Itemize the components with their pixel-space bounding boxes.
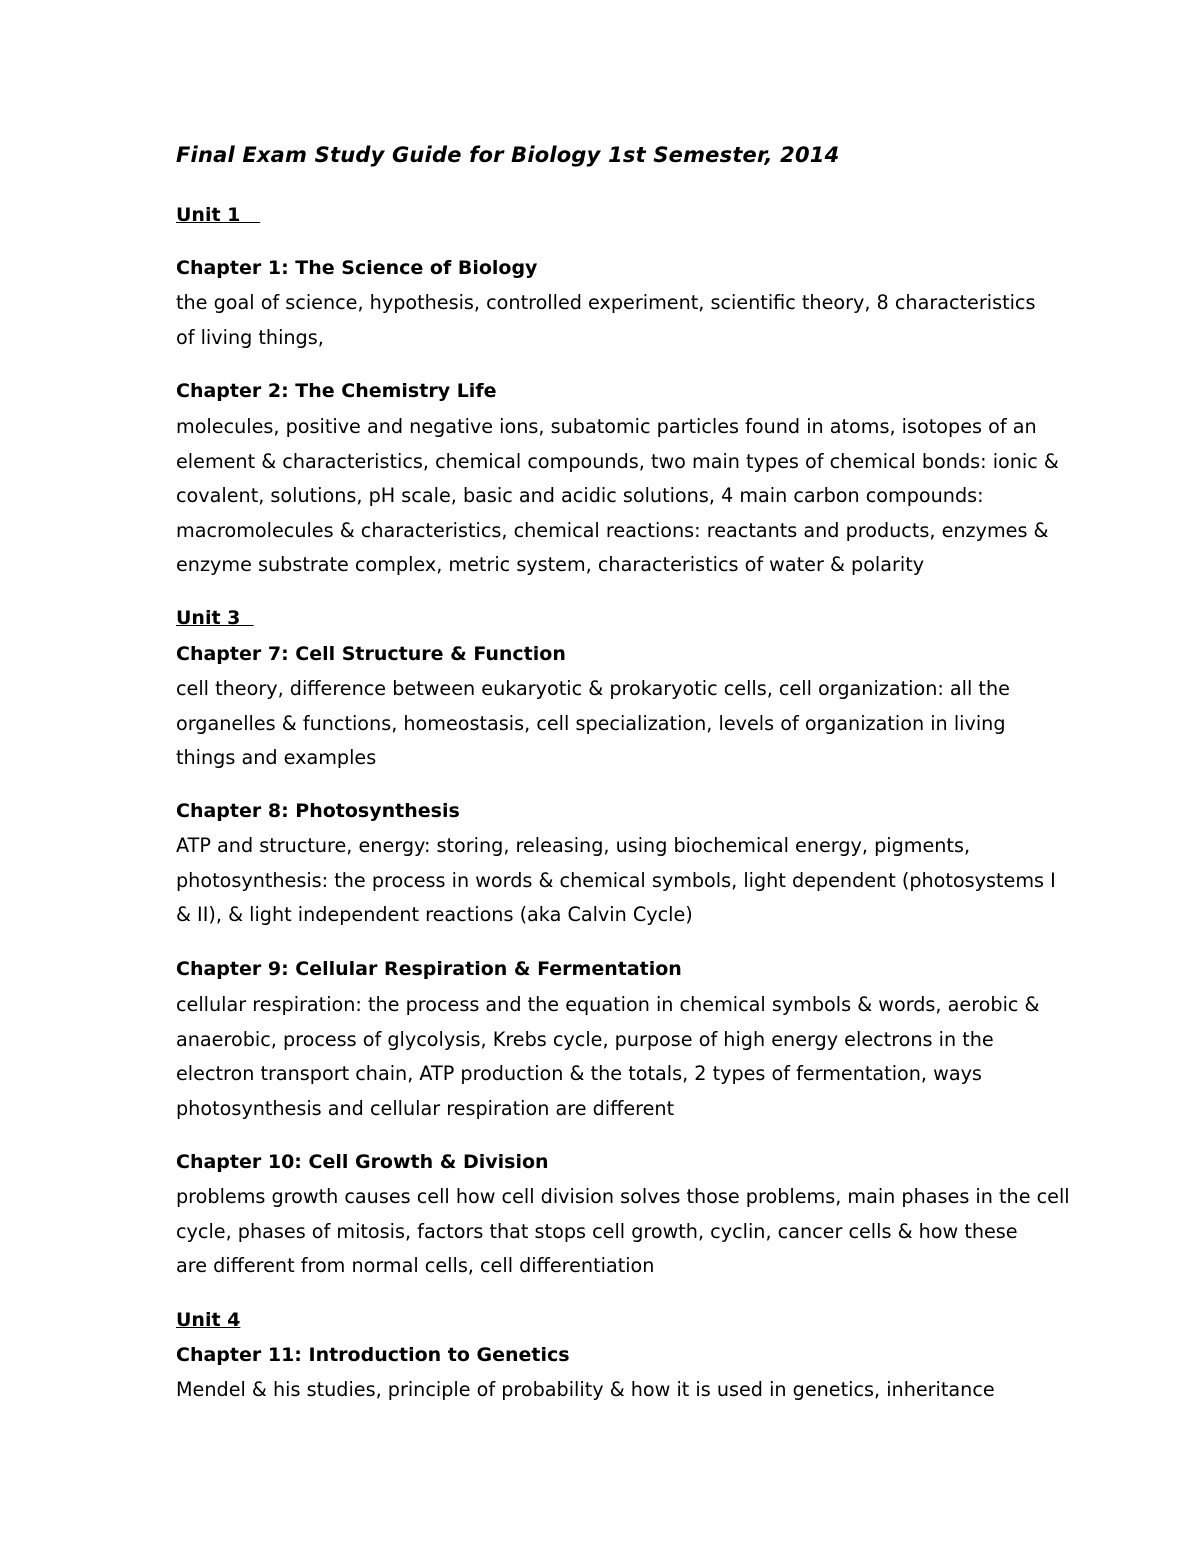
chapter-9-heading: Chapter 9: Cellular Respiration & Fermentation (176, 958, 682, 980)
chapter-1-text (176, 286, 1096, 355)
text-line: enzyme substrate complex, metric system, characteristics of water & polarity (176, 553, 925, 577)
chapter-7-text (176, 672, 1096, 776)
chapter-7-heading: Chapter 7: Cell Structure & Function (176, 643, 566, 665)
text-line: cellular respiration: the process and the equation in chemical symbols & words, aerobic & (176, 993, 1040, 1016)
text-line: organelles & functions, homeostasis, cell specialization, levels of organization in living (176, 711, 1006, 735)
text-line: electron transport chain, ATP production & the totals, 2 types of fermentation, ways (176, 1062, 982, 1086)
chapter-2-heading: Chapter 2: The Chemistry Life (176, 380, 497, 402)
text-line: covalent, solutions, pH scale, basic and acidic solutions, 4 main carbon compounds: (176, 484, 984, 508)
chapter-10-text (176, 1180, 1096, 1284)
text-line: macromolecules & characteristics, chemical reactions: reactants and products, enzymes & (176, 518, 1049, 542)
chapter-2-text (176, 410, 1096, 583)
text-line: ATP and structure, energy: storing, releasing, using biochemical energy, pigments, (176, 834, 971, 857)
text-line: & II), & light independent reactions (aka Calvin Cycle) (176, 903, 693, 927)
text-line: cycle, phases of mitosis, factors that stops cell growth, cyclin, cancer cells & how these (176, 1219, 1018, 1243)
text-line: are different from normal cells, cell differentiation (176, 1254, 655, 1278)
chapter-1-heading: Chapter 1: The Science of Biology (176, 257, 538, 279)
unit-4-heading: Unit 4 (176, 1309, 241, 1331)
text-line: element & characteristics, chemical compounds, two main types of chemical bonds: ionic & (176, 449, 1059, 473)
text-line: of living things, (176, 325, 324, 349)
chapter-8-text (176, 829, 1096, 933)
text-line: the goal of science, hypothesis, controlled experiment, scientific theory, 8 characteristics (176, 291, 1036, 314)
text-line: problems growth causes cell how cell division solves those problems, main phases in the cell (176, 1185, 1070, 1208)
chapter-8-heading: Chapter 8: Photosynthesis (176, 800, 460, 822)
text-line: photosynthesis: the process in words & chemical symbols, light dependent (photosystems I (176, 868, 1056, 892)
chapter-11-heading: Chapter 11: Introduction to Genetics (176, 1344, 570, 1366)
unit-1-heading: Unit 1 (176, 204, 261, 226)
document-title: Final Exam Study Guide for Biology 1st Semester, 2014 (176, 143, 840, 167)
text-line: cell theory, difference between eukaryotic & prokaryotic cells, cell organization: all the (176, 677, 1010, 700)
text-line: Mendel & his studies, principle of probability & how it is used in genetics, inheritance (176, 1378, 995, 1401)
text-line: things and examples (176, 746, 377, 770)
chapter-10-heading: Chapter 10: Cell Growth & Division (176, 1151, 549, 1173)
chapter-9-text (176, 988, 1096, 1126)
text-line: anaerobic, process of glycolysis, Krebs cycle, purpose of high energy electrons in the (176, 1027, 994, 1051)
text-line: photosynthesis and cellular respiration are different (176, 1096, 675, 1120)
text-line: molecules, positive and negative ions, subatomic particles found in atoms, isotopes of an (176, 415, 1037, 438)
unit-3-heading: Unit 3 (176, 607, 254, 629)
chapter-11-text (176, 1373, 1096, 1408)
